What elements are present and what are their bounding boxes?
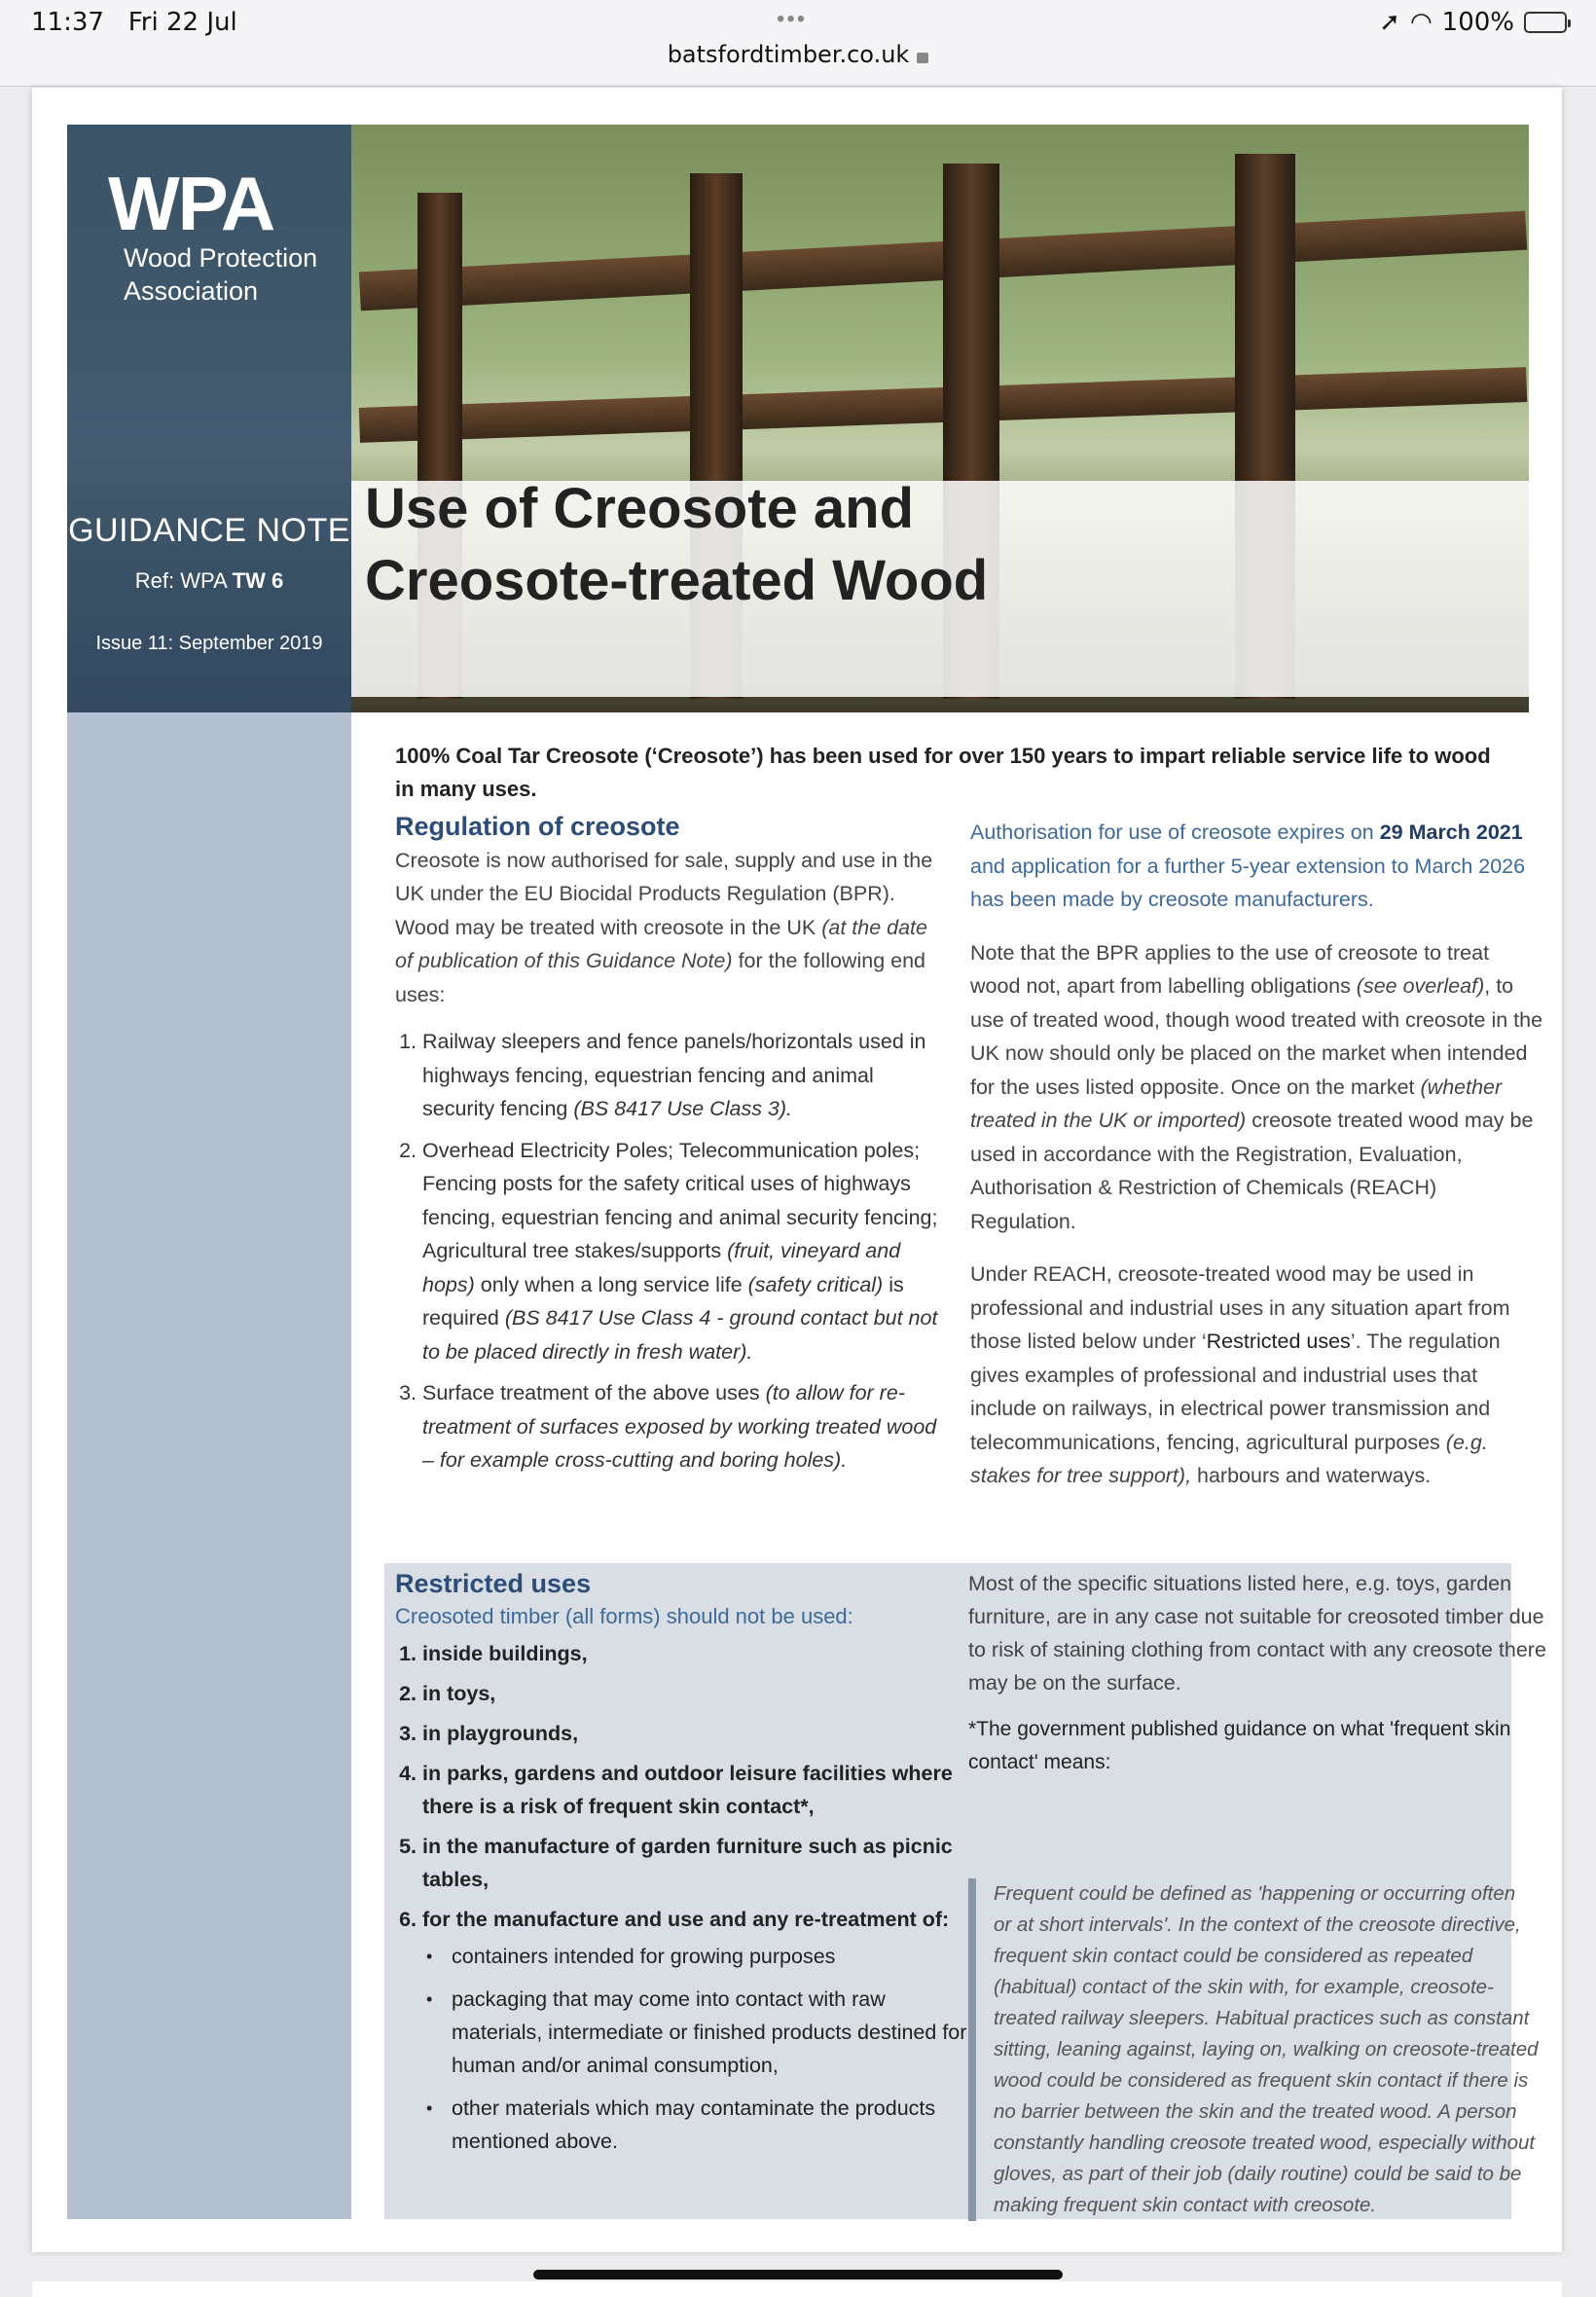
regulation-paragraph: Creosote is now authorised for sale, supply and use in the UK under the EU Biocidal Products Regulation (BPR). Wood may be treated with creosote in the UK (at the date of publication of this Guidance Note) for the following end uses:	[395, 848, 933, 1006]
list-item: 5. in the manufacture of garden furniture such as picnic tables,	[422, 1830, 979, 1896]
regulation-heading: Regulation of creosote	[395, 812, 680, 841]
wifi-icon: ◠	[1409, 8, 1433, 37]
end-uses-list	[395, 1025, 950, 1477]
address-bar[interactable]	[0, 41, 1596, 68]
list-item: 2. Overhead Electricity Poles; Telecommunication poles; Fencing posts for the safety critical uses of highways fencing, equestrian fencing and animal security fencing; Agricultural tree stakes/supports (fruit, vineyard and hops) only when a long service life (safety critical) is required (BS 8417 Use Class 4 - ground contact but not to be placed directly in fresh water).	[422, 1134, 950, 1369]
more-options-icon[interactable]: •••	[777, 6, 808, 32]
restricted-note-text: Most of the specific situations listed here, e.g. toys, garden furniture, are in any case not suitable for creosoted timber due to risk of staining clothing from contact with any creosote there may be on the surface.	[968, 1572, 1546, 1695]
battery-icon	[1524, 12, 1567, 33]
left-sidebar-strip	[67, 712, 351, 2219]
document-page[interactable]	[32, 88, 1562, 2252]
sublist-item: • other materials which may contaminate the products mentioned above.	[452, 2092, 979, 2158]
restricted-heading: Restricted uses	[395, 1569, 592, 1598]
list-item: 6. for the manufacture and use and any re-treatment of: • containers intended for growing purposes • packaging that may come into contact with raw materials, intermediate or finished products destined for human and/or animal consumption, • other materials which may contaminate the products mentioned above.	[422, 1903, 979, 2158]
wpa-logo-text: Wood Protection Association	[124, 243, 318, 306]
regulation-section	[395, 810, 950, 1485]
status-bar	[0, 0, 1596, 87]
sublist-item: • packaging that may come into contact with raw materials, intermediate or finished products destined for human and/or animal consumption,	[452, 1983, 979, 2082]
wpa-logo: WPA	[108, 161, 274, 246]
page-title: Use of Creosote and Creosote-treated Wood	[365, 477, 989, 612]
next-page-edge	[32, 2281, 1562, 2297]
reach-paragraph: Under REACH, creosote-treated wood may be used in professional and industrial uses in any situation apart from those listed below under ‘Restricted uses’. The regulation gives examples of professional and industrial uses that include on railways, in electrical power transmission and telecommunications, fencing, agricultural purposes (e.g. stakes for tree support), harbours and waterways.	[970, 1262, 1510, 1487]
restricted-list	[395, 1637, 979, 2158]
restricted-notes	[968, 1567, 1552, 1779]
status-indicators	[1379, 8, 1567, 37]
list-item: 3. in playgrounds,	[422, 1717, 979, 1750]
location-icon: ➚	[1379, 8, 1400, 37]
list-item: 3. Surface treatment of the above uses (to allow for re-treatment of surfaces exposed by working treated wood – for example cross-cutting and boring holes).	[422, 1376, 950, 1477]
issue-date: Issue 11: September 2019	[95, 633, 323, 654]
guidance-quote: Frequent could be defined as 'happening or occurring often or at short intervals'. In the context of the creosote directive, frequent skin contact could be considered as repeated (habitual) contact of the skin with, for example, creosote- treated railway sleepers. Habitual practices such as constant sitting, leaning against, laying on, walking on creosote-treated wood could be considered as frequent skin contact if there is no barrier between the skin and the treated wood. A person constantly handling creosote treated wood, especially without gloves, as part of their job (daily routine) could be said to be making frequent skin contact with creosote.	[968, 1878, 1539, 2221]
hero-fence-photo	[67, 125, 1529, 712]
intro-text: 100% Coal Tar Creosote (‘Creosote’) has been used for over 150 years to impart reliable service life to wood in many uses.	[395, 744, 1491, 801]
url-text[interactable]: batsfordtimber.co.uk	[667, 41, 910, 68]
frequent-contact-note: *The government published guidance on what 'frequent skin contact' means:	[968, 1718, 1511, 1773]
status-time: 11:37 Fri 22 Jul	[31, 8, 237, 37]
battery-percent: 100%	[1441, 8, 1514, 37]
sublist-item: • containers intended for growing purposes	[452, 1940, 979, 1973]
guidance-note-label: GUIDANCE NOTE	[68, 512, 350, 549]
bpr-paragraph: Note that the BPR applies to the use of creosote to treat wood not, apart from labelling obligations (see overleaf), to use of treated wood, though wood treated with creosote in the UK now should only be placed on the market when intended for the uses listed opposite. Once on the market (whether treated in the UK or imported) creosote treated wood may be used in accordance with the Registration, Evaluation, Authorisation & Restriction of Chemicals (REACH) Regulation.	[970, 940, 1543, 1233]
lock-icon	[917, 53, 928, 63]
list-item: 2. in toys,	[422, 1677, 979, 1710]
restricted-subheading: Creosoted timber (all forms) should not be used:	[395, 1604, 853, 1628]
home-indicator[interactable]	[533, 2270, 1063, 2279]
authorisation-section	[970, 816, 1544, 1507]
list-item: 1. inside buildings,	[422, 1637, 979, 1670]
brand-panel	[67, 125, 351, 712]
restricted-uses-section	[395, 1567, 979, 2168]
authorisation-paragraph: Authorisation for use of creosote expires on 29 March 2021 and application for a further 5-year extension to March 2026 has been made by creosote manufacturers.	[970, 820, 1526, 911]
list-item: 4. in parks, gardens and outdoor leisure facilities where there is a risk of frequent skin contact*,	[422, 1757, 979, 1823]
list-item: 1. Railway sleepers and fence panels/horizontals used in highways fencing, equestrian fencing and animal security fencing (BS 8417 Use Class 3).	[422, 1025, 950, 1126]
restricted-sublist	[422, 1940, 979, 2158]
guidance-ref: Ref: WPA TW 6	[134, 568, 284, 593]
